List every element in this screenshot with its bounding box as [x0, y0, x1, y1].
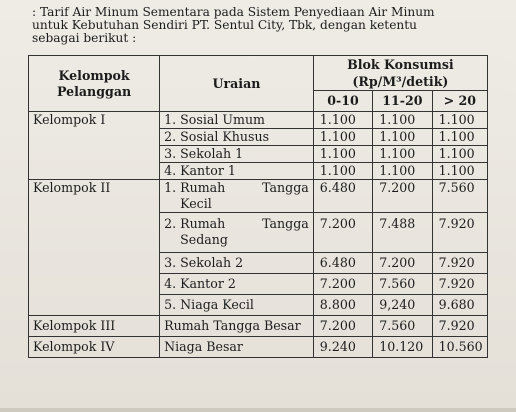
value-cell: 1.100 [432, 146, 487, 163]
value-cell: 1.100 [432, 112, 487, 129]
value-cell: 1.100 [373, 112, 432, 129]
value-cell: 8.800 [313, 295, 372, 316]
uraian-cell: Niaga Besar [160, 337, 314, 358]
uraian-cell: 5. Niaga Kecil [160, 295, 314, 316]
uraian-part: Sedang [180, 232, 228, 247]
value-cell: 7.560 [373, 316, 432, 337]
group-name: Kelompok III [29, 316, 160, 337]
value-cell: 7.200 [313, 213, 372, 253]
header-col-gt-20: > 20 [432, 91, 487, 112]
group-name: Kelompok I [29, 112, 160, 180]
value-cell: 7.920 [432, 316, 487, 337]
header-col-11-20: 11-20 [373, 91, 432, 112]
value-cell: 6.480 [313, 253, 372, 274]
value-cell: 1.100 [313, 163, 372, 180]
header-blok-title: Blok Konsumsi [347, 57, 454, 72]
uraian-part: 2. Rumah [164, 216, 226, 231]
value-cell: 6.480 [313, 180, 372, 213]
value-cell: 7.488 [373, 213, 432, 253]
value-cell: 10.120 [373, 337, 432, 358]
value-cell: 7.560 [432, 180, 487, 213]
intro-text [20, 6, 506, 46]
header-blok [313, 56, 487, 91]
table-row [29, 337, 488, 358]
value-cell: 7.200 [373, 180, 432, 213]
value-cell: 7.920 [432, 213, 487, 253]
header-blok-unit: (Rp/M³/detik) [352, 74, 449, 89]
header-kelompok: Kelompok Pelanggan [29, 56, 160, 112]
value-cell: 1.100 [313, 146, 372, 163]
header-col-0-10: 0-10 [313, 91, 372, 112]
value-cell: 1.100 [313, 112, 372, 129]
value-cell: 7.200 [313, 274, 372, 295]
value-cell: 1.100 [373, 163, 432, 180]
uraian-cell: 3. Sekolah 2 [160, 253, 314, 274]
value-cell: 1.100 [432, 129, 487, 146]
value-cell: 1.100 [313, 129, 372, 146]
uraian-part: 1. Rumah [164, 180, 226, 195]
value-cell: 7.920 [432, 253, 487, 274]
page-edge [0, 408, 516, 412]
value-cell: 9.240 [313, 337, 372, 358]
group-name: Kelompok II [29, 180, 160, 316]
value-cell: 1.100 [373, 129, 432, 146]
uraian-cell: 4. Kantor 2 [160, 274, 314, 295]
tariff-table [28, 55, 488, 358]
value-cell: 9.680 [432, 295, 487, 316]
uraian-part: Kecil [180, 196, 212, 211]
header-uraian: Uraian [160, 56, 314, 112]
intro-line-1: : Tarif Air Minum Sementara pada Sistem Penyediaan Air Minum [32, 6, 435, 19]
value-cell: 7.200 [373, 253, 432, 274]
table-row [29, 180, 488, 213]
uraian-cell: 4. Kantor 1 [160, 163, 314, 180]
uraian-cell: 3. Sekolah 1 [160, 146, 314, 163]
table-row [29, 112, 488, 129]
uraian-part: Tangga [262, 180, 309, 195]
table-row [29, 316, 488, 337]
uraian-cell: Rumah Tangga Besar [160, 316, 314, 337]
uraian-cell [160, 180, 314, 213]
value-cell: 7.560 [373, 274, 432, 295]
value-cell: 10.560 [432, 337, 487, 358]
uraian-cell [160, 213, 314, 253]
group-name: Kelompok IV [29, 337, 160, 358]
value-cell: 9,240 [373, 295, 432, 316]
intro-line-2: untuk Kebutuhan Sendiri PT. Sentul City, Tbk, dengan ketentu [32, 19, 418, 33]
value-cell: 7.200 [313, 316, 372, 337]
value-cell: 1.100 [432, 163, 487, 180]
uraian-cell: 2. Sosial Khusus [160, 129, 314, 146]
uraian-part: Tangga [262, 216, 309, 231]
value-cell: 7.920 [432, 274, 487, 295]
intro-line-3: sebagai berikut : [32, 32, 137, 46]
value-cell: 1.100 [373, 146, 432, 163]
uraian-cell: 1. Sosial Umum [160, 112, 314, 129]
